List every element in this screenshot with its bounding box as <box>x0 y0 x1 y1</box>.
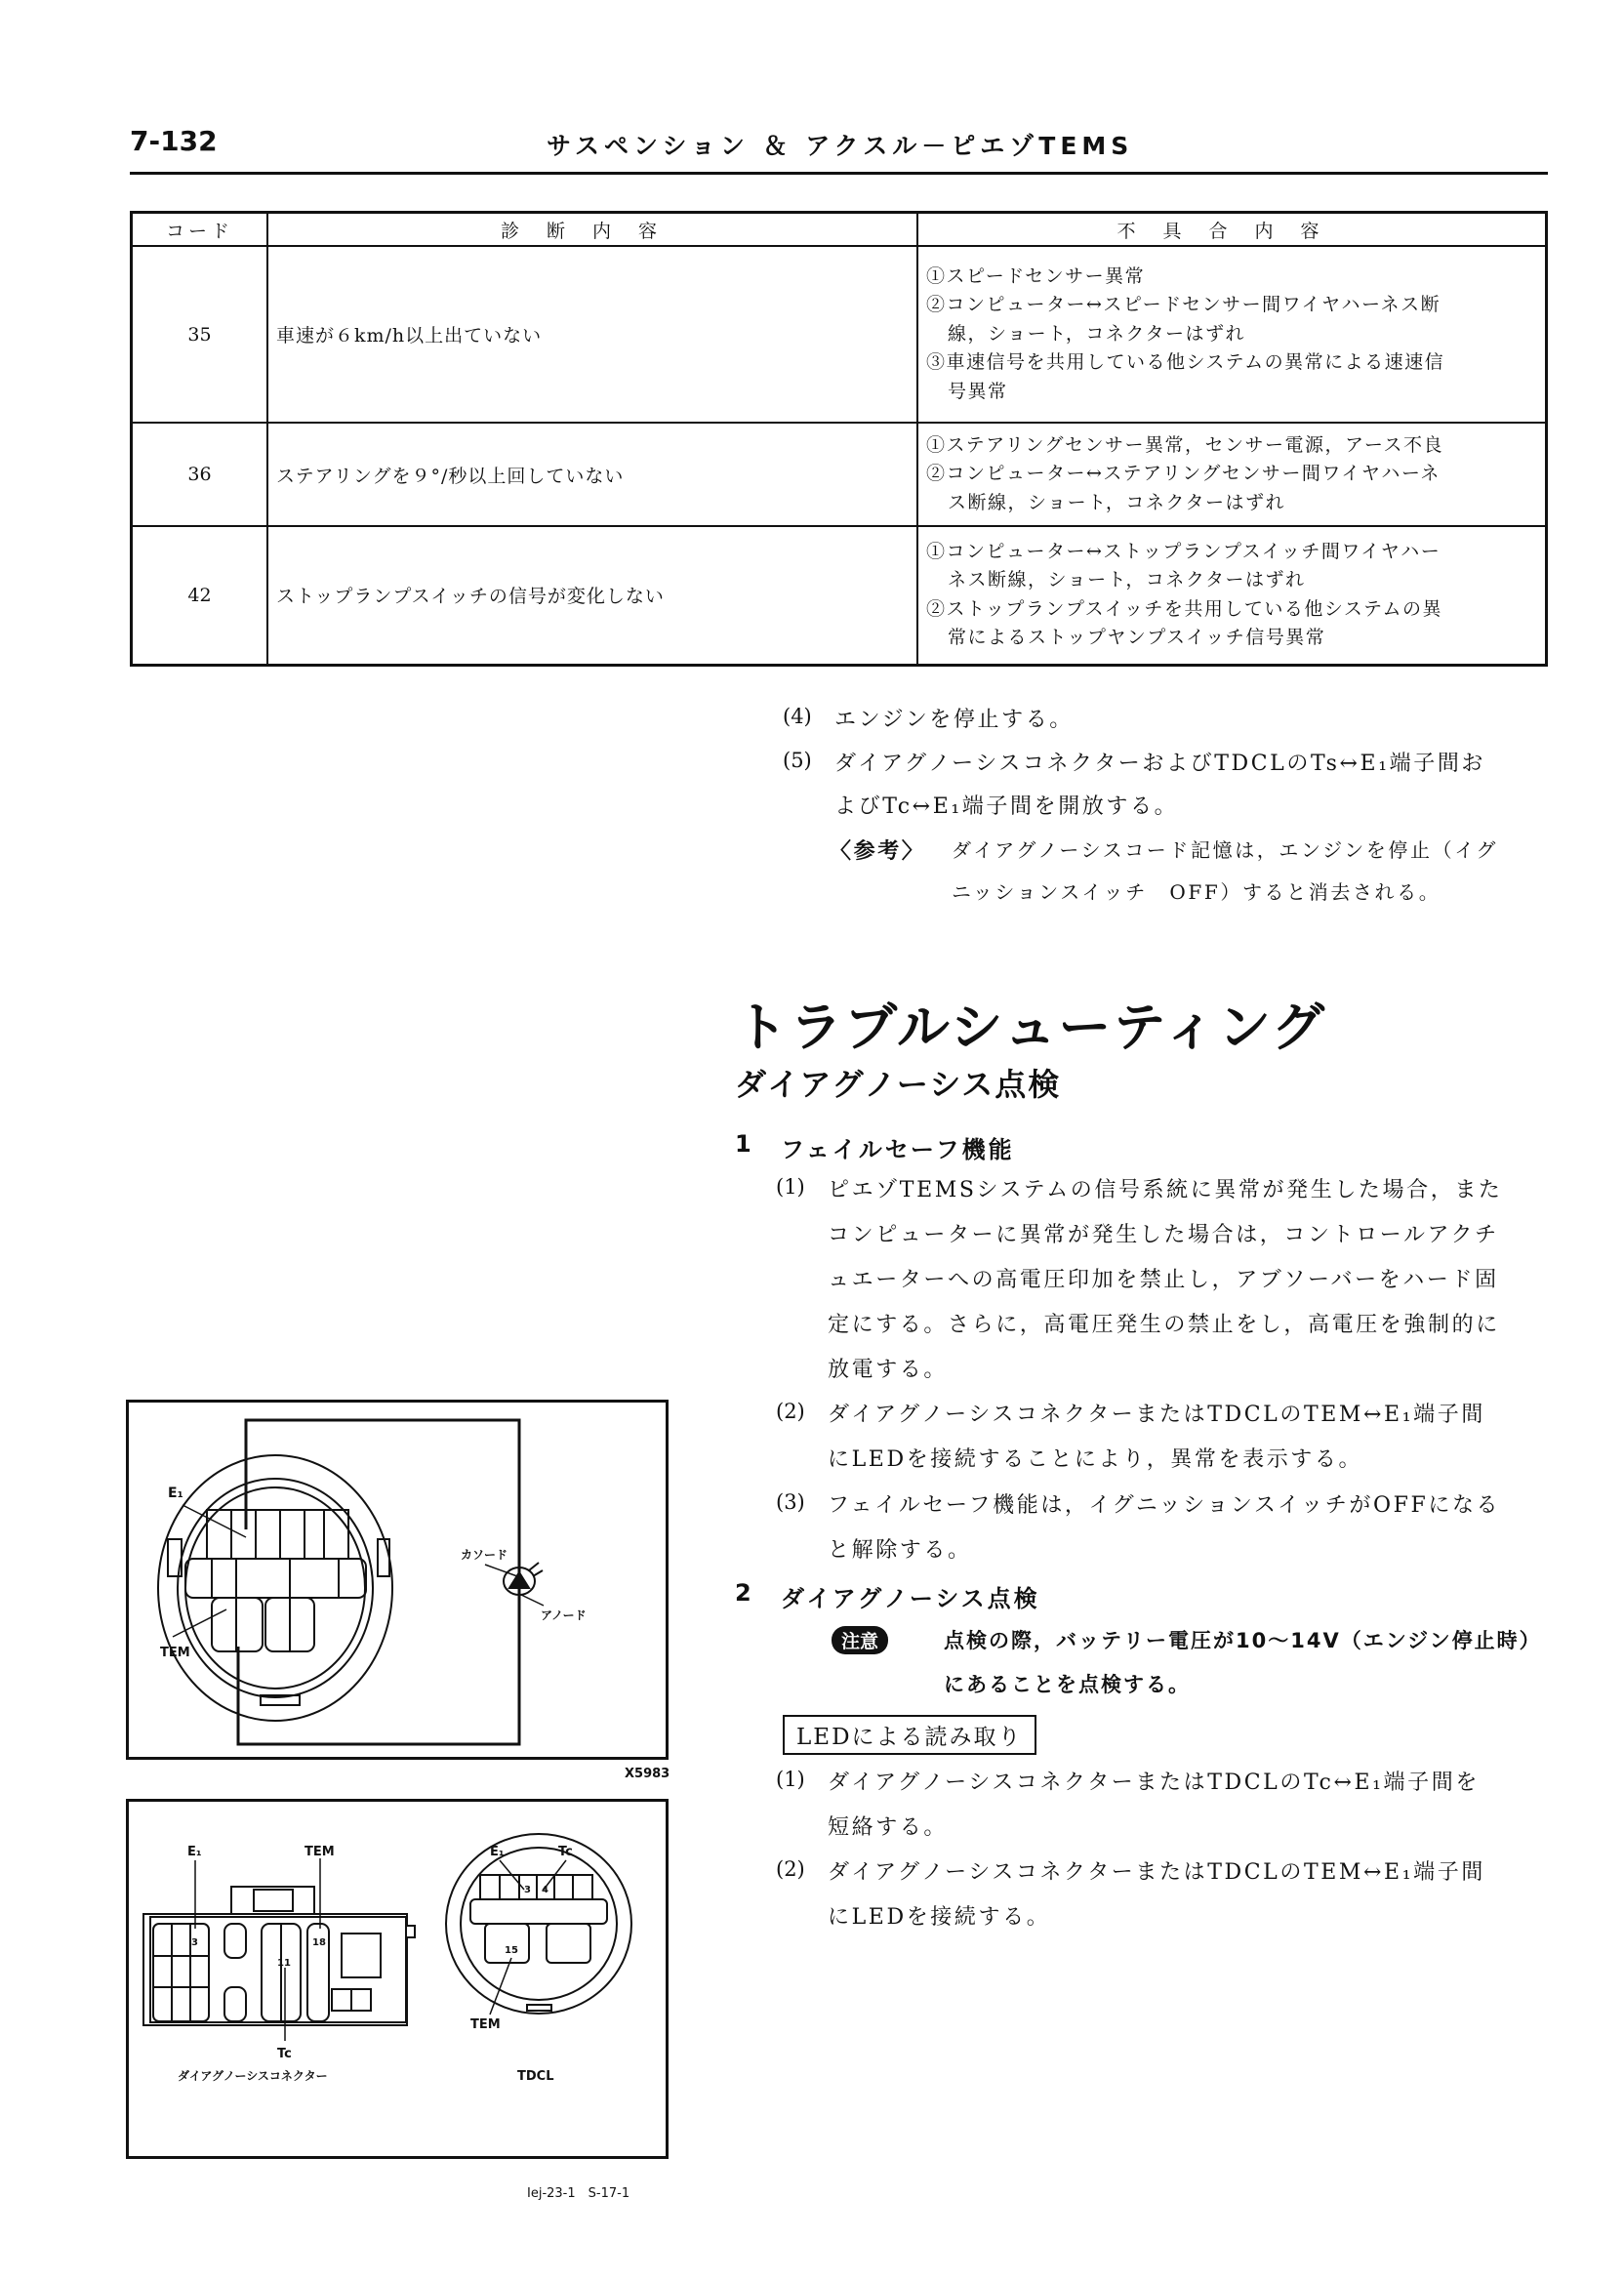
fault-line: ③車速信号を共用している他システムの異常による速速信 <box>926 351 1445 374</box>
tdcl-caption: TDCL <box>517 2069 554 2084</box>
fault-line: ①コンピューター↔ストップランプスイッチ間ワイヤハー <box>926 540 1441 562</box>
code-cell: 36 <box>132 423 268 526</box>
caution-badge: 注意 <box>832 1626 888 1654</box>
fault-line: ②ストップランプスイッチを共用している他システムの異 <box>926 597 1443 620</box>
fault-line: ①ステアリングセンサー異常，センサー電源，アース不良 <box>926 433 1443 456</box>
item-text: ピエゾTEMSシステムの信号系統に異常が発生した場合，また <box>828 1178 1503 1202</box>
pin-18-label: 18 <box>312 1937 326 1948</box>
fault-line: 号異常 <box>948 380 1008 402</box>
col-header-diagnosis: 診断内容 <box>267 213 917 247</box>
diagnosis-cell: ステアリングを９°/秒以上回していない <box>267 423 917 526</box>
step-text: エンジンを停止する。 <box>834 708 1074 732</box>
item-text: にLEDを接続することにより，異常を表示する。 <box>828 1447 1363 1472</box>
item-text: コンピューターに異常が発生した場合は，コントロールアクチ <box>828 1223 1499 1247</box>
step-text: よびTc↔E₁端子間を開放する。 <box>834 794 1179 819</box>
chapter-title: サスペンション ＆ アクスル－ピエゾTEMS <box>547 132 1134 160</box>
faults-cell <box>917 246 1547 423</box>
fault-line: ②コンピューター↔スピードセンサー間ワイヤハーネス断 <box>926 294 1441 316</box>
part-title: ダイアグノーシス点検 <box>781 1585 1040 1612</box>
item-number: (1) <box>776 1768 805 1791</box>
table-row <box>132 246 1547 423</box>
step-text: ダイアグノーシスコネクターおよびTDCLのTs↔E₁端子間お <box>834 752 1486 776</box>
note-text: ダイアグノーシスコード記憶は，エンジンを停止（イグ <box>952 838 1498 862</box>
figure2-code: Iej-23-1 S-17-1 <box>527 2186 630 2201</box>
item-text: フェイルセーフ機能は，イグニッションスイッチがOFFになる <box>828 1493 1501 1518</box>
fault-line: ネス断線，ショート，コネクターはずれ <box>948 569 1306 591</box>
tdcl-e1-label: E₁ <box>490 1845 505 1859</box>
led-icon <box>504 1563 543 1595</box>
item-text: ダイアグノーシスコネクターまたはTDCLのTEM↔E₁端子間 <box>828 1860 1485 1885</box>
fault-line: ス断線，ショート，コネクターはずれ <box>948 491 1286 513</box>
diagnosis-connector-caption: ダイアグノーシスコネクター <box>178 2069 328 2083</box>
diagnosis-connector-drawing <box>143 1887 415 2025</box>
table-row <box>132 526 1547 665</box>
note-text: ニッションスイッチ OFF）すると消去される。 <box>952 880 1441 904</box>
tdcl-connector-drawing <box>446 1834 631 2014</box>
tem-label: TEM <box>304 1845 335 1859</box>
tem-label: TEM <box>160 1646 190 1660</box>
page-number: 7-132 <box>130 125 218 157</box>
cathode-label: カソード <box>461 1548 508 1562</box>
step-number: (5) <box>783 749 812 772</box>
table-header-row <box>132 213 1547 247</box>
item-text: と解除する。 <box>828 1538 972 1563</box>
col-header-faults: 不具合内容 <box>917 213 1547 247</box>
item-text: 定にする。さらに，高電圧発生の禁止をし，高電圧を強制的に <box>828 1313 1500 1337</box>
section-title: トラブルシューティング <box>735 997 1327 1058</box>
item-text: ダイアグノーシスコネクターまたはTDCLのTc↔E₁端子間を <box>828 1771 1480 1795</box>
note-label: 〈参考〉 <box>830 838 926 864</box>
step-number: (4) <box>783 705 812 728</box>
item-text: にLEDを接続する。 <box>828 1905 1051 1930</box>
item-text: 放電する。 <box>828 1358 949 1382</box>
e1-label: E₁ <box>187 1845 202 1859</box>
figure1-code: X5983 <box>625 1767 670 1781</box>
caution-text: 点検の際，バッテリー電圧が10～14V（エンジン停止時） <box>944 1629 1542 1652</box>
led-connection-figure <box>126 1400 669 1760</box>
tdcl-tem-label: TEM <box>470 2017 501 2032</box>
fault-line: 線，ショート，コネクターはずれ <box>948 322 1246 345</box>
diagnosis-code-table <box>130 211 1548 667</box>
pin-3-label: 3 <box>191 1937 198 1948</box>
tdcl-pin-4-label: 4 <box>542 1885 548 1895</box>
code-cell: 35 <box>132 246 268 423</box>
diagnosis-connector-drawing <box>158 1455 392 1721</box>
pin-11-label: 11 <box>277 1958 291 1969</box>
header-rule <box>130 172 1548 175</box>
section-subtitle: ダイアグノーシス点検 <box>735 1066 1062 1103</box>
caution-text: にあることを点検する。 <box>944 1673 1191 1696</box>
code-cell: 42 <box>132 526 268 665</box>
diagnosis-cell: 車速が６km/h以上出ていない <box>267 246 917 423</box>
item-text: ダイアグノーシスコネクターまたはTDCLのTEM↔E₁端子間 <box>828 1403 1485 1427</box>
item-number: (2) <box>776 1400 805 1423</box>
item-text: ュエーターへの高電圧印加を禁止し，アブソーバーをハード固 <box>828 1268 1499 1292</box>
part-number: 2 <box>735 1579 754 1607</box>
part-number: 1 <box>735 1130 754 1158</box>
tdcl-pin-15-label: 15 <box>505 1945 518 1956</box>
faults-cell <box>917 526 1547 665</box>
led-reading-box-title: LEDによる読み取り <box>783 1715 1036 1755</box>
connector-pinout-figure <box>126 1799 669 2159</box>
diagnosis-cell: ストップランプスイッチの信号が変化しない <box>267 526 917 665</box>
item-number: (1) <box>776 1175 805 1199</box>
anode-label: アノード <box>541 1608 587 1622</box>
col-header-code: コード <box>132 213 268 247</box>
tc-label: Tc <box>277 2047 292 2061</box>
item-number: (2) <box>776 1857 805 1881</box>
e1-label: E₁ <box>168 1486 183 1501</box>
fault-line: 常によるストップヤンプスイッチ信号異常 <box>948 627 1326 649</box>
part-title: フェイルセーフ機能 <box>781 1136 1015 1163</box>
item-number: (3) <box>776 1490 805 1514</box>
fault-line: ②コンピューター↔ステアリングセンサー間ワイヤハーネ <box>926 463 1441 485</box>
faults-cell <box>917 423 1547 526</box>
fault-line: ①スピードセンサー異常 <box>926 265 1146 287</box>
tdcl-tc-label: Tc <box>558 1845 573 1859</box>
tdcl-pin-3-label: 3 <box>524 1885 531 1895</box>
table-row <box>132 423 1547 526</box>
item-text: 短絡する。 <box>828 1815 949 1840</box>
